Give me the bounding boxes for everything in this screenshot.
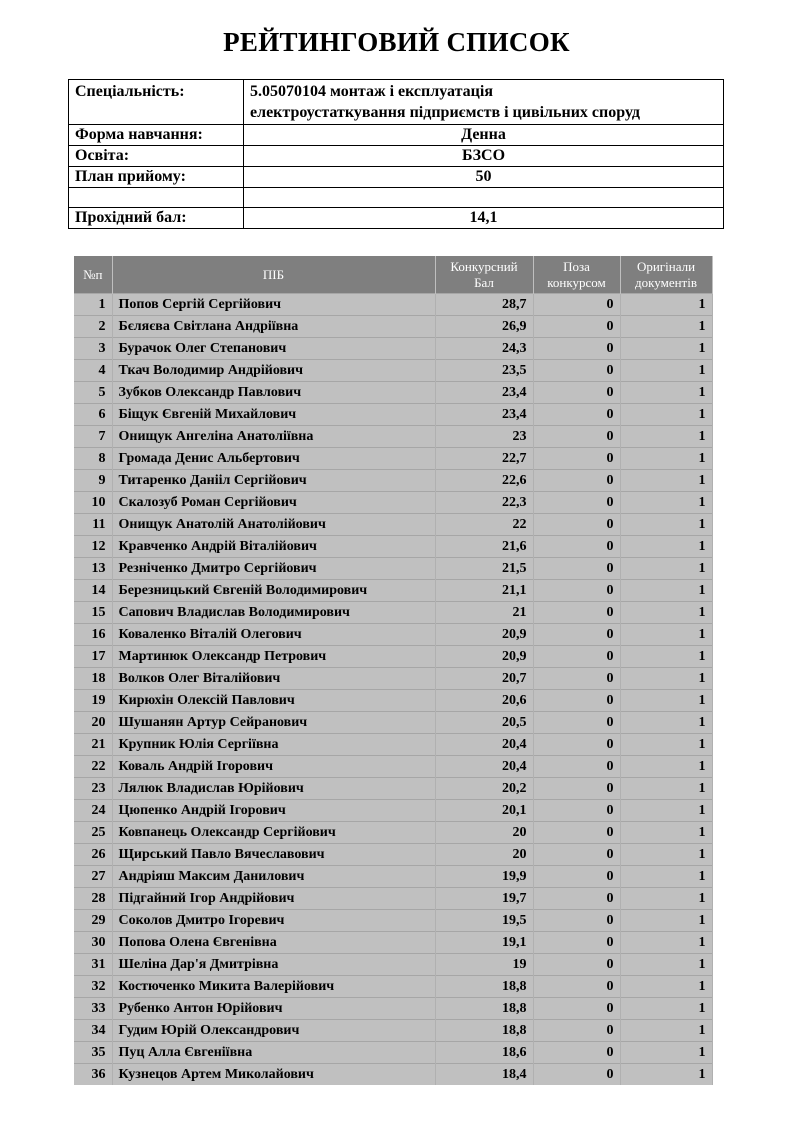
original-documents: 1 [620,404,712,426]
competitive-score: 18,4 [435,1064,533,1086]
table-row [74,646,712,668]
applicant-name: Попов Сергій Сергійович [112,294,435,316]
applicant-name: Коваль Андрій Ігорович [112,756,435,778]
original-documents: 1 [620,866,712,888]
applicant-name: Ковпанець Олександр Сергійович [112,822,435,844]
original-documents: 1 [620,646,712,668]
competitive-score: 18,8 [435,1020,533,1042]
original-documents: 1 [620,624,712,646]
row-number: 12 [74,536,112,558]
original-documents: 1 [620,998,712,1020]
original-documents: 1 [620,514,712,536]
row-number: 28 [74,888,112,910]
row-number: 2 [74,316,112,338]
applicant-name: Лялюк Владислав Юрійович [112,778,435,800]
out-of-competition: 0 [533,448,620,470]
competitive-score: 19,7 [435,888,533,910]
competitive-score: 23 [435,426,533,448]
out-of-competition: 0 [533,756,620,778]
original-documents: 1 [620,448,712,470]
competitive-score: 18,8 [435,976,533,998]
out-of-competition: 0 [533,360,620,382]
competitive-score: 18,6 [435,1042,533,1064]
competitive-score: 23,4 [435,382,533,404]
competitive-score: 23,4 [435,404,533,426]
row-number: 30 [74,932,112,954]
table-row [74,558,712,580]
header-score-line-1: Конкурсний [450,258,518,274]
competitive-score: 20,4 [435,756,533,778]
out-of-competition: 0 [533,976,620,998]
competitive-score: 20,1 [435,800,533,822]
original-documents: 1 [620,338,712,360]
applicant-name: Кравченко Андрій Віталійович [112,536,435,558]
competitive-score: 20 [435,822,533,844]
competitive-score: 20,2 [435,778,533,800]
table-row [74,470,712,492]
applicant-name: Соколов Дмитро Ігоревич [112,910,435,932]
out-of-competition: 0 [533,492,620,514]
row-number: 33 [74,998,112,1020]
competitive-score: 21,1 [435,580,533,602]
table-row [74,756,712,778]
header-orig-line-2: документів [635,274,697,290]
row-number: 35 [74,1042,112,1064]
out-of-competition: 0 [533,888,620,910]
header-num: №п [74,256,112,294]
info-row-specialty [69,80,724,125]
out-of-competition: 0 [533,866,620,888]
out-of-competition: 0 [533,338,620,360]
out-of-competition: 0 [533,1020,620,1042]
empty-cell-left [69,188,244,208]
plan-value: 50 [244,167,724,188]
specialty-line-2: електроустаткування підприємств і цивільних споруд [250,104,641,121]
education-value: БЗСО [244,146,724,167]
row-number: 14 [74,580,112,602]
out-of-competition: 0 [533,624,620,646]
table-row [74,976,712,998]
applicant-name: Підгайний Ігор Андрійович [112,888,435,910]
applicant-name: Попова Олена Євгенівна [112,932,435,954]
competitive-score: 20,4 [435,734,533,756]
header-score-line-2: Бал [474,274,494,290]
out-of-competition: 0 [533,712,620,734]
applicant-name: Андріяш Максим Данилович [112,866,435,888]
applicant-name: Громада Денис Альбертович [112,448,435,470]
header-out-line-2: конкурсом [547,274,606,290]
original-documents: 1 [620,580,712,602]
competitive-score: 19,9 [435,866,533,888]
specialty-value [244,80,724,125]
out-of-competition: 0 [533,668,620,690]
specialty-label: Спеціальність: [69,80,244,125]
table-row [74,1042,712,1064]
empty-cell-right [244,188,724,208]
table-row [74,514,712,536]
info-row-plan [69,167,724,188]
row-number: 10 [74,492,112,514]
row-number: 7 [74,426,112,448]
applicant-name: Біщук Євгеній Михайлович [112,404,435,426]
original-documents: 1 [620,712,712,734]
out-of-competition: 0 [533,800,620,822]
table-row [74,426,712,448]
competitive-score: 22,6 [435,470,533,492]
row-number: 25 [74,822,112,844]
row-number: 21 [74,734,112,756]
row-number: 31 [74,954,112,976]
original-documents: 1 [620,1020,712,1042]
header-score [435,256,533,294]
info-row-education [69,146,724,167]
applicant-name: Шеліна Дар'я Дмитрівна [112,954,435,976]
out-of-competition: 0 [533,382,620,404]
competitive-score: 19,1 [435,932,533,954]
table-row [74,734,712,756]
form-label: Форма навчання: [69,125,244,146]
out-of-competition: 0 [533,646,620,668]
applicant-name: Крупник Юлія Сергіївна [112,734,435,756]
row-number: 26 [74,844,112,866]
table-row [74,998,712,1020]
table-row [74,866,712,888]
original-documents: 1 [620,558,712,580]
row-number: 17 [74,646,112,668]
competitive-score: 21,5 [435,558,533,580]
original-documents: 1 [620,360,712,382]
original-documents: 1 [620,734,712,756]
ranking-table [74,256,713,1085]
applicant-name: Бурачок Олег Степанович [112,338,435,360]
table-row [74,954,712,976]
out-of-competition: 0 [533,734,620,756]
row-number: 6 [74,404,112,426]
original-documents: 1 [620,976,712,998]
original-documents: 1 [620,822,712,844]
out-of-competition: 0 [533,1042,620,1064]
applicant-name: Костюченко Микита Валерійович [112,976,435,998]
table-row [74,690,712,712]
original-documents: 1 [620,954,712,976]
out-of-competition: 0 [533,316,620,338]
row-number: 19 [74,690,112,712]
row-number: 1 [74,294,112,316]
table-row [74,668,712,690]
row-number: 11 [74,514,112,536]
table-row [74,580,712,602]
original-documents: 1 [620,1042,712,1064]
applicant-name: Кирюхін Олексій Павлович [112,690,435,712]
competitive-score: 23,5 [435,360,533,382]
competitive-score: 22,3 [435,492,533,514]
row-number: 4 [74,360,112,382]
applicant-name: Резніченко Дмитро Сергійович [112,558,435,580]
row-number: 18 [74,668,112,690]
table-row [74,1064,712,1086]
table-row [74,624,712,646]
competitive-score: 28,7 [435,294,533,316]
table-row [74,492,712,514]
out-of-competition: 0 [533,844,620,866]
table-row [74,800,712,822]
info-row-form [69,125,724,146]
info-row-passing-score [69,208,724,229]
table-row [74,712,712,734]
form-value: Денна [244,125,724,146]
original-documents: 1 [620,1064,712,1086]
out-of-competition: 0 [533,294,620,316]
original-documents: 1 [620,690,712,712]
original-documents: 1 [620,536,712,558]
competitive-score: 18,8 [435,998,533,1020]
table-row [74,360,712,382]
out-of-competition: 0 [533,932,620,954]
original-documents: 1 [620,470,712,492]
competitive-score: 19 [435,954,533,976]
education-label: Освіта: [69,146,244,167]
passing-score-label: Прохідний бал: [69,208,244,229]
applicant-name: Шушанян Артур Сейранович [112,712,435,734]
row-number: 36 [74,1064,112,1086]
header-out-line-1: Поза [563,258,590,274]
applicant-name: Березницький Євгеній Володимирович [112,580,435,602]
out-of-competition: 0 [533,536,620,558]
original-documents: 1 [620,910,712,932]
row-number: 24 [74,800,112,822]
out-of-competition: 0 [533,910,620,932]
competitive-score: 19,5 [435,910,533,932]
competitive-score: 20,7 [435,668,533,690]
applicant-name: Пуц Алла Євгеніївна [112,1042,435,1064]
applicant-name: Сапович Владислав Володимирович [112,602,435,624]
original-documents: 1 [620,888,712,910]
table-row [74,910,712,932]
original-documents: 1 [620,800,712,822]
applicant-name: Бєляєва Світлана Андріївна [112,316,435,338]
out-of-competition: 0 [533,822,620,844]
row-number: 3 [74,338,112,360]
competitive-score: 22 [435,514,533,536]
original-documents: 1 [620,316,712,338]
table-row [74,932,712,954]
competitive-score: 20,5 [435,712,533,734]
row-number: 23 [74,778,112,800]
competitive-score: 26,9 [435,316,533,338]
row-number: 5 [74,382,112,404]
page-title: РЕЙТИНГОВИЙ СПИСОК [223,27,570,57]
out-of-competition: 0 [533,426,620,448]
row-number: 15 [74,602,112,624]
applicant-name: Онищук Анатолій Анатолійович [112,514,435,536]
table-row [74,382,712,404]
original-documents: 1 [620,492,712,514]
competitive-score: 20,6 [435,690,533,712]
original-documents: 1 [620,294,712,316]
applicant-name: Кузнецов Артем Миколайович [112,1064,435,1086]
competitive-score: 22,7 [435,448,533,470]
row-number: 20 [74,712,112,734]
out-of-competition: 0 [533,1064,620,1086]
table-row [74,602,712,624]
competitive-score: 20,9 [435,646,533,668]
header-out-of-competition [533,256,620,294]
original-documents: 1 [620,932,712,954]
competitive-score: 21 [435,602,533,624]
ranking-header-row [74,256,712,294]
table-row [74,778,712,800]
applicant-name: Щирський Павло Вячеславович [112,844,435,866]
ranking-table-body [74,294,712,1086]
original-documents: 1 [620,844,712,866]
original-documents: 1 [620,382,712,404]
competitive-score: 20 [435,844,533,866]
table-row [74,536,712,558]
row-number: 34 [74,1020,112,1042]
original-documents: 1 [620,602,712,624]
table-row [74,1020,712,1042]
applicant-name: Скалозуб Роман Сергійович [112,492,435,514]
table-row [74,844,712,866]
row-number: 8 [74,448,112,470]
table-row [74,404,712,426]
out-of-competition: 0 [533,470,620,492]
applicant-name: Коваленко Віталій Олегович [112,624,435,646]
out-of-competition: 0 [533,998,620,1020]
out-of-competition: 0 [533,558,620,580]
applicant-name: Зубков Олександр Павлович [112,382,435,404]
out-of-competition: 0 [533,580,620,602]
row-number: 27 [74,866,112,888]
table-row [74,888,712,910]
competitive-score: 24,3 [435,338,533,360]
original-documents: 1 [620,426,712,448]
info-row-empty [69,188,724,208]
out-of-competition: 0 [533,602,620,624]
info-table [68,79,724,229]
table-row [74,316,712,338]
competitive-score: 20,9 [435,624,533,646]
competitive-score: 21,6 [435,536,533,558]
out-of-competition: 0 [533,778,620,800]
applicant-name: Мартинюк Олександр Петрович [112,646,435,668]
row-number: 13 [74,558,112,580]
out-of-competition: 0 [533,954,620,976]
original-documents: 1 [620,756,712,778]
out-of-competition: 0 [533,690,620,712]
table-row [74,294,712,316]
plan-label: План прийому: [69,167,244,188]
specialty-line-1: 5.05070104 монтаж і експлуатація [250,83,493,100]
original-documents: 1 [620,778,712,800]
header-name: ПІБ [112,256,435,294]
row-number: 16 [74,624,112,646]
header-orig-line-1: Оригінали [636,258,696,274]
original-documents: 1 [620,668,712,690]
out-of-competition: 0 [533,514,620,536]
applicant-name: Рубенко Антон Юрійович [112,998,435,1020]
header-originals [620,256,712,294]
applicant-name: Титаренко Данііл Сергійович [112,470,435,492]
passing-score-value: 14,1 [244,208,724,229]
applicant-name: Ткач Володимир Андрійович [112,360,435,382]
row-number: 9 [74,470,112,492]
applicant-name: Цюпенко Андрій Ігорович [112,800,435,822]
table-row [74,448,712,470]
table-row [74,338,712,360]
applicant-name: Онищук Ангеліна Анатоліївна [112,426,435,448]
row-number: 32 [74,976,112,998]
applicant-name: Волков Олег Віталійович [112,668,435,690]
row-number: 29 [74,910,112,932]
row-number: 22 [74,756,112,778]
applicant-name: Гудим Юрій Олександрович [112,1020,435,1042]
out-of-competition: 0 [533,404,620,426]
table-row [74,822,712,844]
